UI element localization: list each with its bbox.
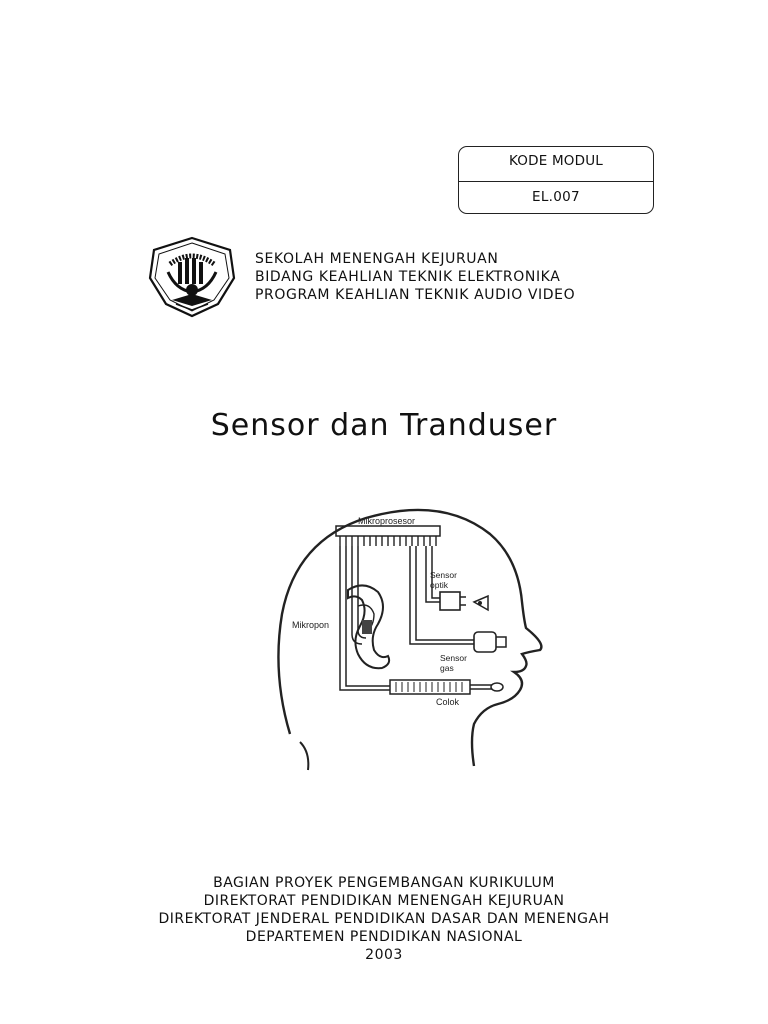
footer-line-2: DIREKTORAT PENDIDIKAN MENENGAH KEJURUAN xyxy=(203,893,565,909)
kode-modul-value: EL.007 xyxy=(532,189,580,205)
school-line-3: PROGRAM KEAHLIAN TEKNIK AUDIO VIDEO xyxy=(255,287,576,303)
module-title: Sensor dan Tranduser xyxy=(210,408,558,443)
label-mikroprosesor: Mikroprosesor xyxy=(358,516,416,526)
publisher-info xyxy=(0,874,768,964)
label-sensor-gas-line2: gas xyxy=(440,663,454,673)
label-mikropon: Mikropon xyxy=(292,620,330,630)
label-sensor-optik-line2: optik xyxy=(430,580,448,590)
kode-modul-box xyxy=(458,146,654,214)
head-sensor-illustration xyxy=(270,494,552,780)
footer-line-1: BAGIAN PROYEK PENGEMBANGAN KURIKULUM xyxy=(213,875,555,891)
school-line-2: BIDANG KEAHLIAN TEKNIK ELEKTRONIKA xyxy=(255,269,561,285)
footer-line-3: DIREKTORAT JENDERAL PENDIDIKAN DASAR DAN MENENGAH xyxy=(158,911,610,927)
tut-wuri-handayani-logo-icon xyxy=(146,234,238,320)
label-colok: Colok xyxy=(436,697,460,707)
school-line-1: SEKOLAH MENENGAH KEJURUAN xyxy=(255,251,499,267)
footer-year: 2003 xyxy=(365,947,403,963)
label-sensor-optik-line1: Sensor xyxy=(430,570,457,580)
school-info xyxy=(255,250,575,304)
kode-modul-divider xyxy=(459,181,653,182)
label-sensor-gas-line1: Sensor xyxy=(440,653,467,663)
footer-line-4: DEPARTEMEN PENDIDIKAN NASIONAL xyxy=(245,929,523,945)
kode-modul-label: KODE MODUL xyxy=(508,153,604,169)
